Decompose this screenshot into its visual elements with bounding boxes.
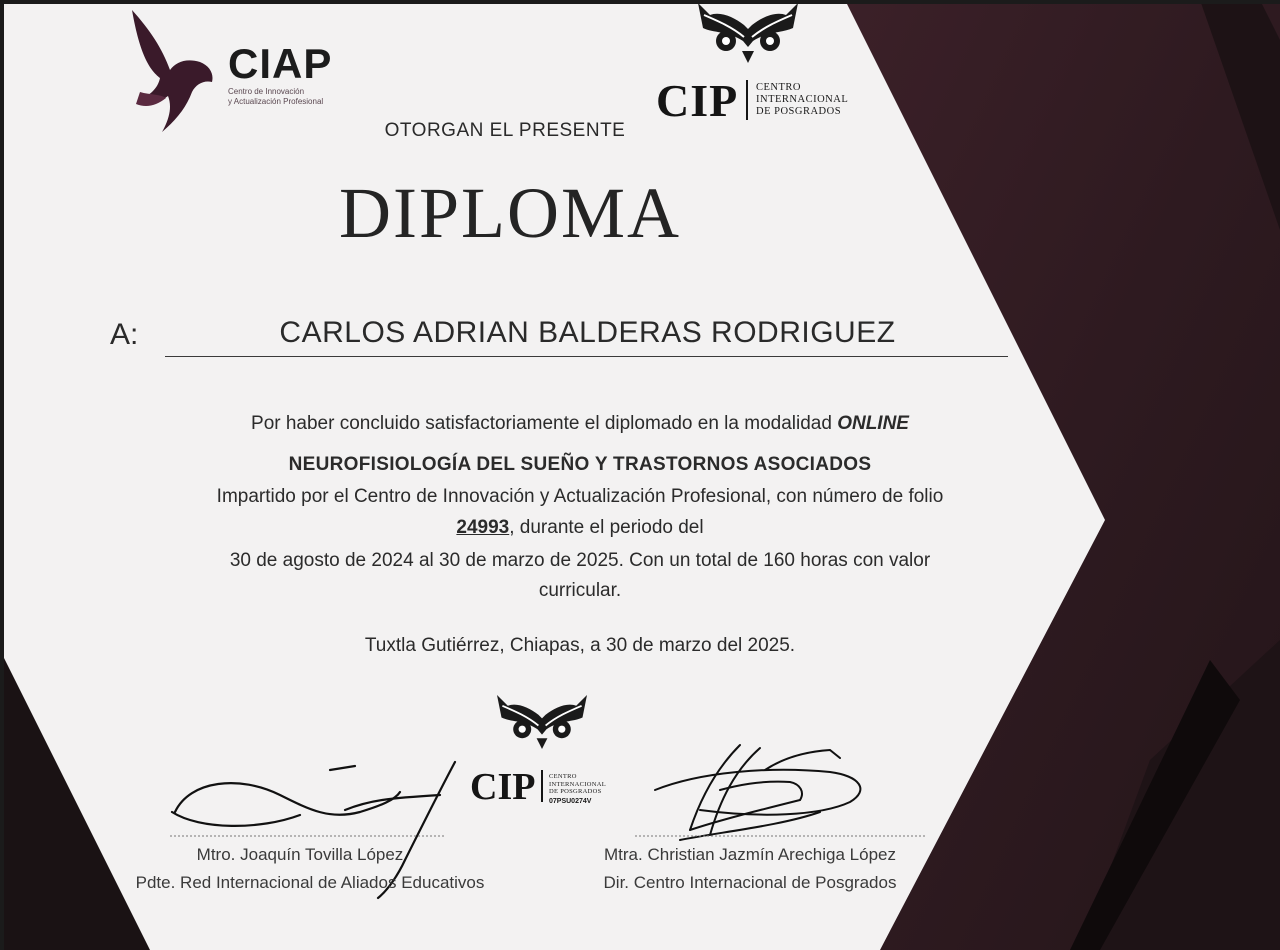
body-line1-text: Por haber concluido satisfactoriamente el diplomado en la modalidad <box>251 413 838 434</box>
ciap-logo-text: CIAP <box>228 40 333 87</box>
body-line-6: curricular. <box>538 580 622 601</box>
signer-right-name: Mtra. Christian Jazmín Arechiga López <box>604 845 896 864</box>
cip-logo-divider <box>746 80 748 120</box>
course-name: NEUROFISIOLOGÍA DEL SUEÑO Y TRASTORNOS ASOCIADOS <box>288 454 872 475</box>
cip-line3: DE POSGRADOS <box>756 106 842 117</box>
cip-line1: CENTRO <box>756 82 801 93</box>
seal-divider <box>541 770 543 802</box>
seal-line3: DE POSGRADOS <box>549 788 602 795</box>
body-line-1 <box>120 410 1040 438</box>
seal-subtitle <box>549 773 606 796</box>
ciap-subtitle-line2: y Actualización Profesional <box>228 97 324 106</box>
seal-line1: CENTRO <box>549 773 577 780</box>
cip-line2: INTERNACIONAL <box>756 94 849 105</box>
recipient-name: CARLOS ADRIAN BALDERAS RODRIGUEZ <box>279 316 896 349</box>
signer-left-role: Pdte. Red Internacional de Aliados Educativos <box>135 873 485 892</box>
modality-text: ONLINE <box>837 413 909 434</box>
otorgan-heading: OTORGAN EL PRESENTE <box>384 120 626 141</box>
ciap-subtitle-line1: Centro de Innovación <box>228 87 305 96</box>
cip-logo-text: CIP <box>656 75 739 126</box>
body-line4-text: , durante el periodo del <box>509 517 704 538</box>
signer-left-name: Mtro. Joaquín Tovilla López <box>196 845 404 864</box>
diploma-title: DIPLOMA <box>338 173 681 253</box>
body-line-4 <box>120 514 1040 542</box>
place-date: Tuxtla Gutiérrez, Chiapas, a 30 de marzo del 2025. <box>364 635 796 656</box>
seal-code: 07PSU0274V <box>549 798 592 805</box>
cip-logo-subtitle <box>756 82 848 118</box>
recipient-label: A: <box>110 318 139 351</box>
body-line-3: Impartido por el Centro de Innovación y Actualización Profesional, con número de folio <box>216 486 944 507</box>
seal-line2: INTERNACIONAL <box>549 780 606 788</box>
body-line-5: 30 de agosto de 2024 al 30 de marzo de 2025. Con un total de 160 horas con valor <box>229 550 931 571</box>
recipient-underline <box>165 356 1008 357</box>
folio-number: 24993 <box>456 517 510 538</box>
seal-logo-text: CIP <box>470 766 536 808</box>
ciap-logo-subtitle <box>228 87 358 107</box>
signer-right-role: Dir. Centro Internacional de Posgrados <box>603 873 897 892</box>
